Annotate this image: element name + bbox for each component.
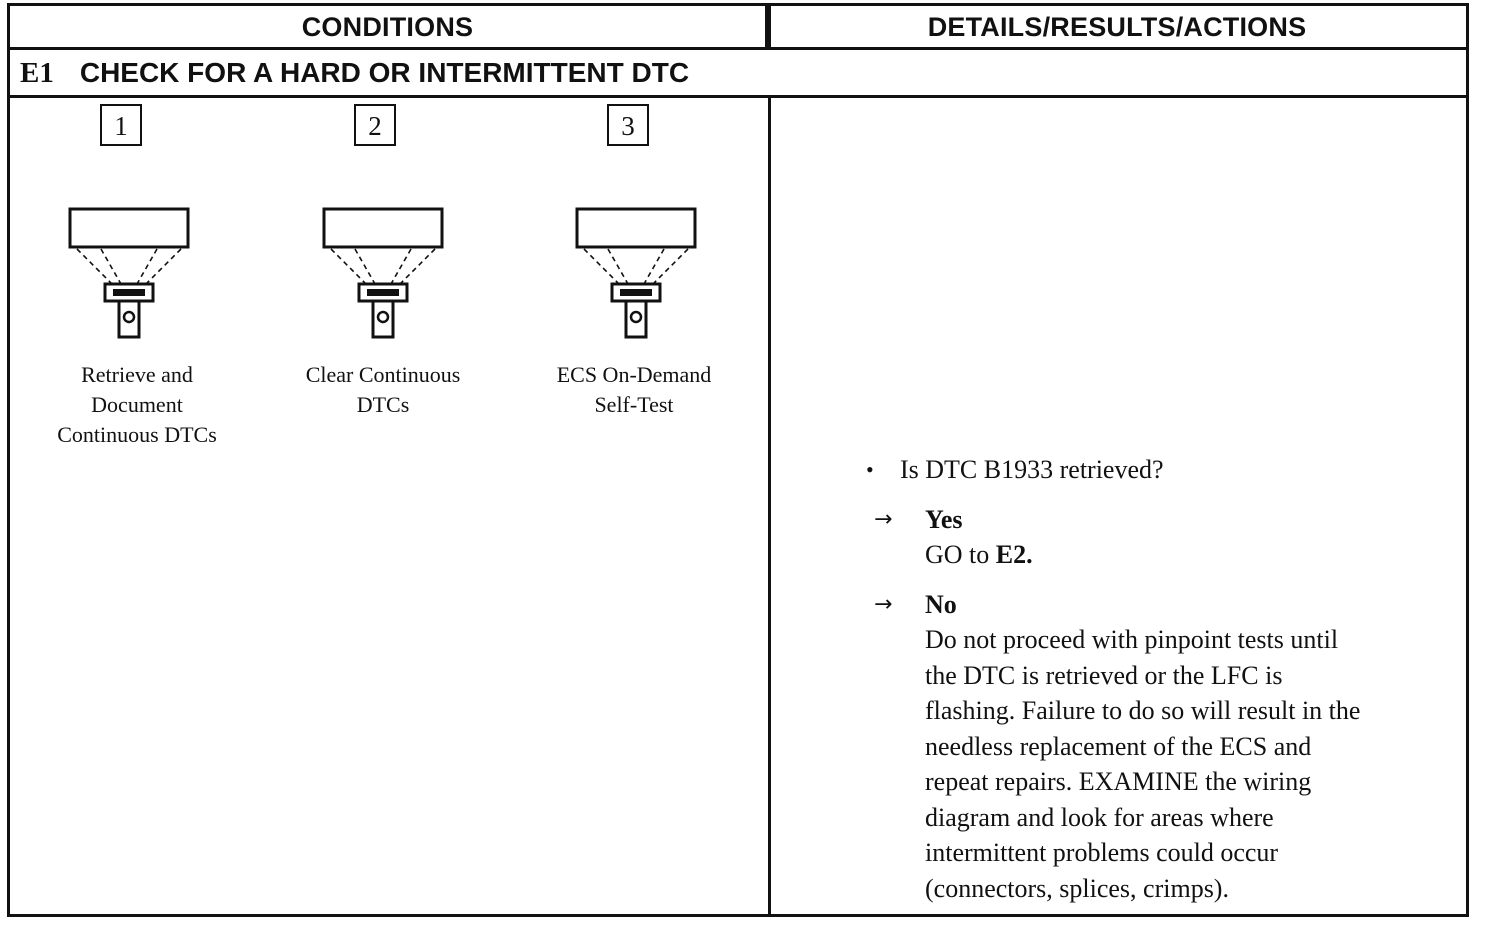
step-title-row — [20, 52, 689, 94]
caption-line: Self-Test — [594, 392, 674, 417]
caption-line: Retrieve and — [81, 362, 193, 387]
caption-line: Clear Continuous — [305, 362, 461, 387]
header-divider — [10, 47, 1466, 50]
details-header: DETAILS/RESULTS/ACTIONS — [927, 12, 1307, 42]
procedure-number-box: 2 — [354, 104, 396, 146]
procedure-caption — [17, 360, 257, 450]
question-text: Is DTC B1933 retrieved? — [900, 455, 1164, 484]
no-action-line: needless replacement of the ECS and — [925, 731, 1312, 761]
column-divider — [768, 95, 771, 917]
yes-label: Yes — [925, 504, 963, 534]
scan-tool-icon — [574, 206, 698, 340]
no-label: No — [925, 589, 957, 619]
procedure-1 — [7, 98, 247, 458]
no-action-line: Do not proceed with pinpoint tests until — [925, 625, 1339, 654]
no-action-line: flashing. Failure to do so will result in the — [925, 696, 1361, 725]
no-action-line: diagram and look for areas where — [925, 802, 1274, 832]
scan-tool-icon — [321, 206, 445, 340]
goto-step-link[interactable]: E2. — [995, 540, 1033, 569]
header-column-divider — [768, 6, 771, 49]
caption-line: DTCs — [356, 392, 410, 417]
step-id: E1 — [20, 57, 54, 89]
no-action-line: repeat repairs. EXAMINE the wiring — [925, 767, 1312, 796]
yes-result — [862, 502, 1452, 573]
yes-action — [925, 537, 1452, 573]
bullet-icon: • — [866, 457, 874, 482]
yes-action-text: GO to — [925, 540, 996, 569]
no-action-line: the DTC is retrieved or the LFC is — [925, 660, 1283, 690]
caption-line: Document — [91, 392, 183, 417]
test-question — [862, 452, 1452, 488]
conditions-header: CONDITIONS — [10, 6, 768, 49]
procedure-caption — [263, 360, 503, 420]
no-action-line: intermittent problems could occur — [925, 838, 1279, 867]
procedure-2 — [261, 98, 501, 458]
step-title: CHECK FOR A HARD OR INTERMITTENT DTC — [79, 57, 690, 88]
arrow-right-icon: → — [874, 591, 893, 617]
caption-line: Continuous DTCs — [57, 422, 217, 447]
no-action-line: (connectors, splices, crimps). — [925, 873, 1229, 903]
no-result — [862, 587, 1452, 907]
scan-tool-icon — [67, 206, 191, 340]
procedure-3 — [514, 98, 754, 458]
caption-line: ECS On-Demand — [556, 362, 712, 387]
procedure-number-box: 1 — [100, 104, 142, 146]
procedure-caption — [514, 360, 754, 420]
arrow-right-icon: → — [874, 506, 893, 532]
details-results-actions — [862, 452, 1452, 906]
procedure-number-box: 3 — [607, 104, 649, 146]
